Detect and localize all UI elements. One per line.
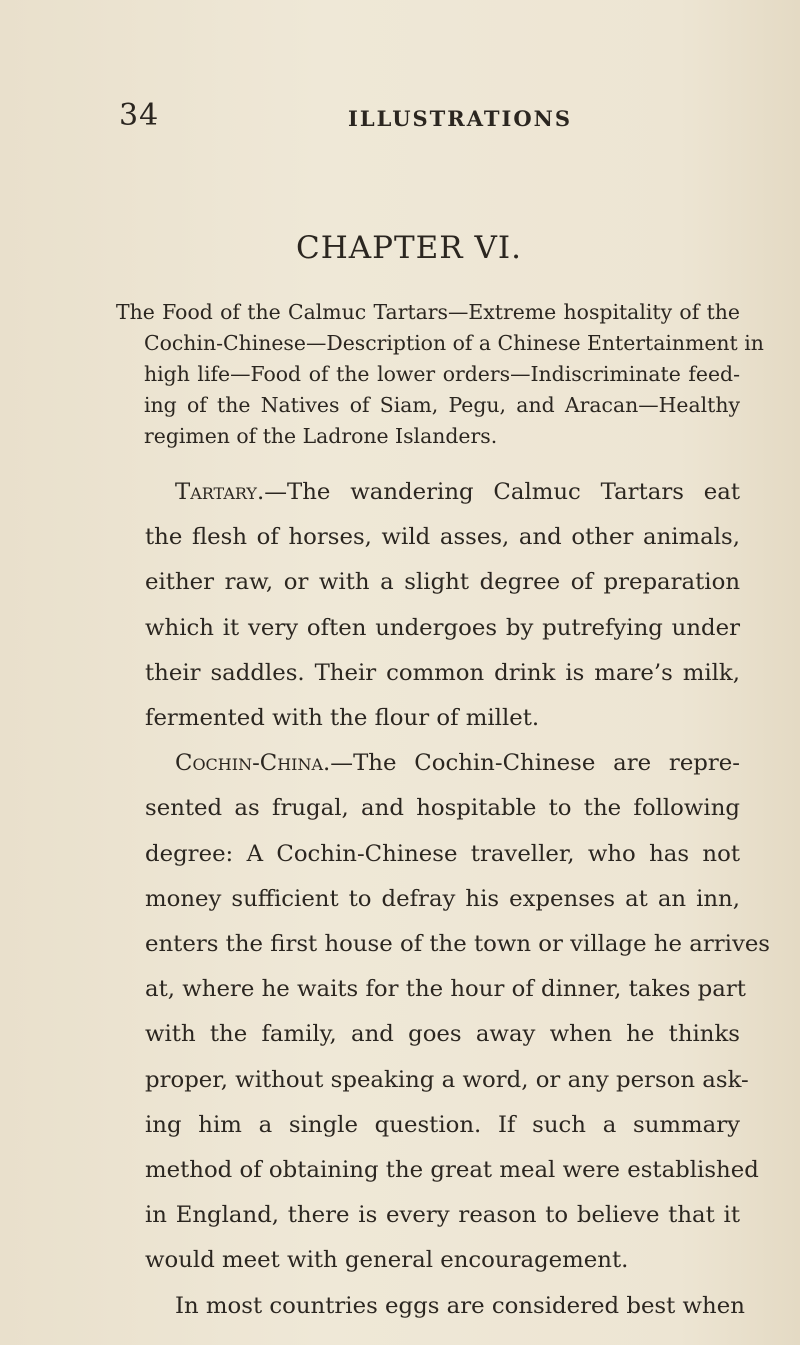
summary-line: high life—Food of the lower orders—Indiscriminate feed- — [144, 362, 740, 386]
paragraph-line: their saddles. Their common drink is mare’s milk, — [145, 659, 740, 686]
paragraph-line: which it very often undergoes by putrefying under — [145, 614, 740, 641]
body-text — [145, 470, 771, 1329]
paragraph-line: proper, without speaking a word, or any person ask- — [145, 1066, 749, 1093]
section-lead-cochin-china: Cochin-China. — [175, 750, 331, 777]
page-number: 34 — [119, 98, 160, 133]
paragraph-line: with the family, and goes away when he thinks — [145, 1021, 740, 1048]
paragraph-line: in England, there is every reason to believe that it — [145, 1202, 740, 1229]
paragraph-line: sented as frugal, and hospitable to the following — [145, 795, 740, 822]
paragraph-text: —The Cochin-Chinese are repre- — [330, 750, 740, 777]
paragraph-line: degree: A Cochin-Chinese traveller, who has not — [145, 840, 740, 867]
paragraph-line: fermented with the flour of millet. — [145, 705, 540, 732]
paragraph-line: ing him a single question. If such a summary — [145, 1111, 740, 1138]
paragraph-line — [145, 741, 740, 786]
summary-line: ing of the Natives of Siam, Pegu, and Aracan—Healthy — [144, 393, 740, 417]
paragraph-line: enters the first house of the town or village he arrives — [145, 931, 771, 958]
paragraph-line: the flesh of horses, wild asses, and other animals, — [145, 524, 740, 551]
paragraph-line — [145, 470, 740, 515]
summary-line: Cochin-Chinese—Description of a Chinese Entertainment in — [144, 331, 764, 355]
paragraph-line: at, where he waits for the hour of dinner, takes part — [145, 976, 746, 1003]
paragraph-line: In most countries eggs are considered best when — [175, 1292, 745, 1319]
section-lead-tartary: Tartary. — [175, 479, 265, 505]
page-header — [0, 98, 800, 148]
chapter-title: CHAPTER VI. — [296, 230, 522, 266]
paragraph-line: either raw, or with a slight degree of preparation — [145, 569, 740, 596]
running-head: ILLUSTRATIONS — [348, 106, 573, 131]
summary-line: The Food of the Calmuc Tartars—Extreme hospitality of the — [116, 300, 740, 324]
paragraph-line: money sufficient to defray his expenses at an inn, — [145, 885, 740, 912]
summary-line: regimen of the Ladrone Islanders. — [144, 424, 498, 448]
paragraph-line: would meet with general encouragement. — [145, 1247, 629, 1274]
paragraph-text: —The wandering Calmuc Tartars eat — [264, 479, 740, 505]
chapter-summary — [116, 297, 764, 452]
paragraph-line: method of obtaining the great meal were established — [145, 1157, 759, 1184]
